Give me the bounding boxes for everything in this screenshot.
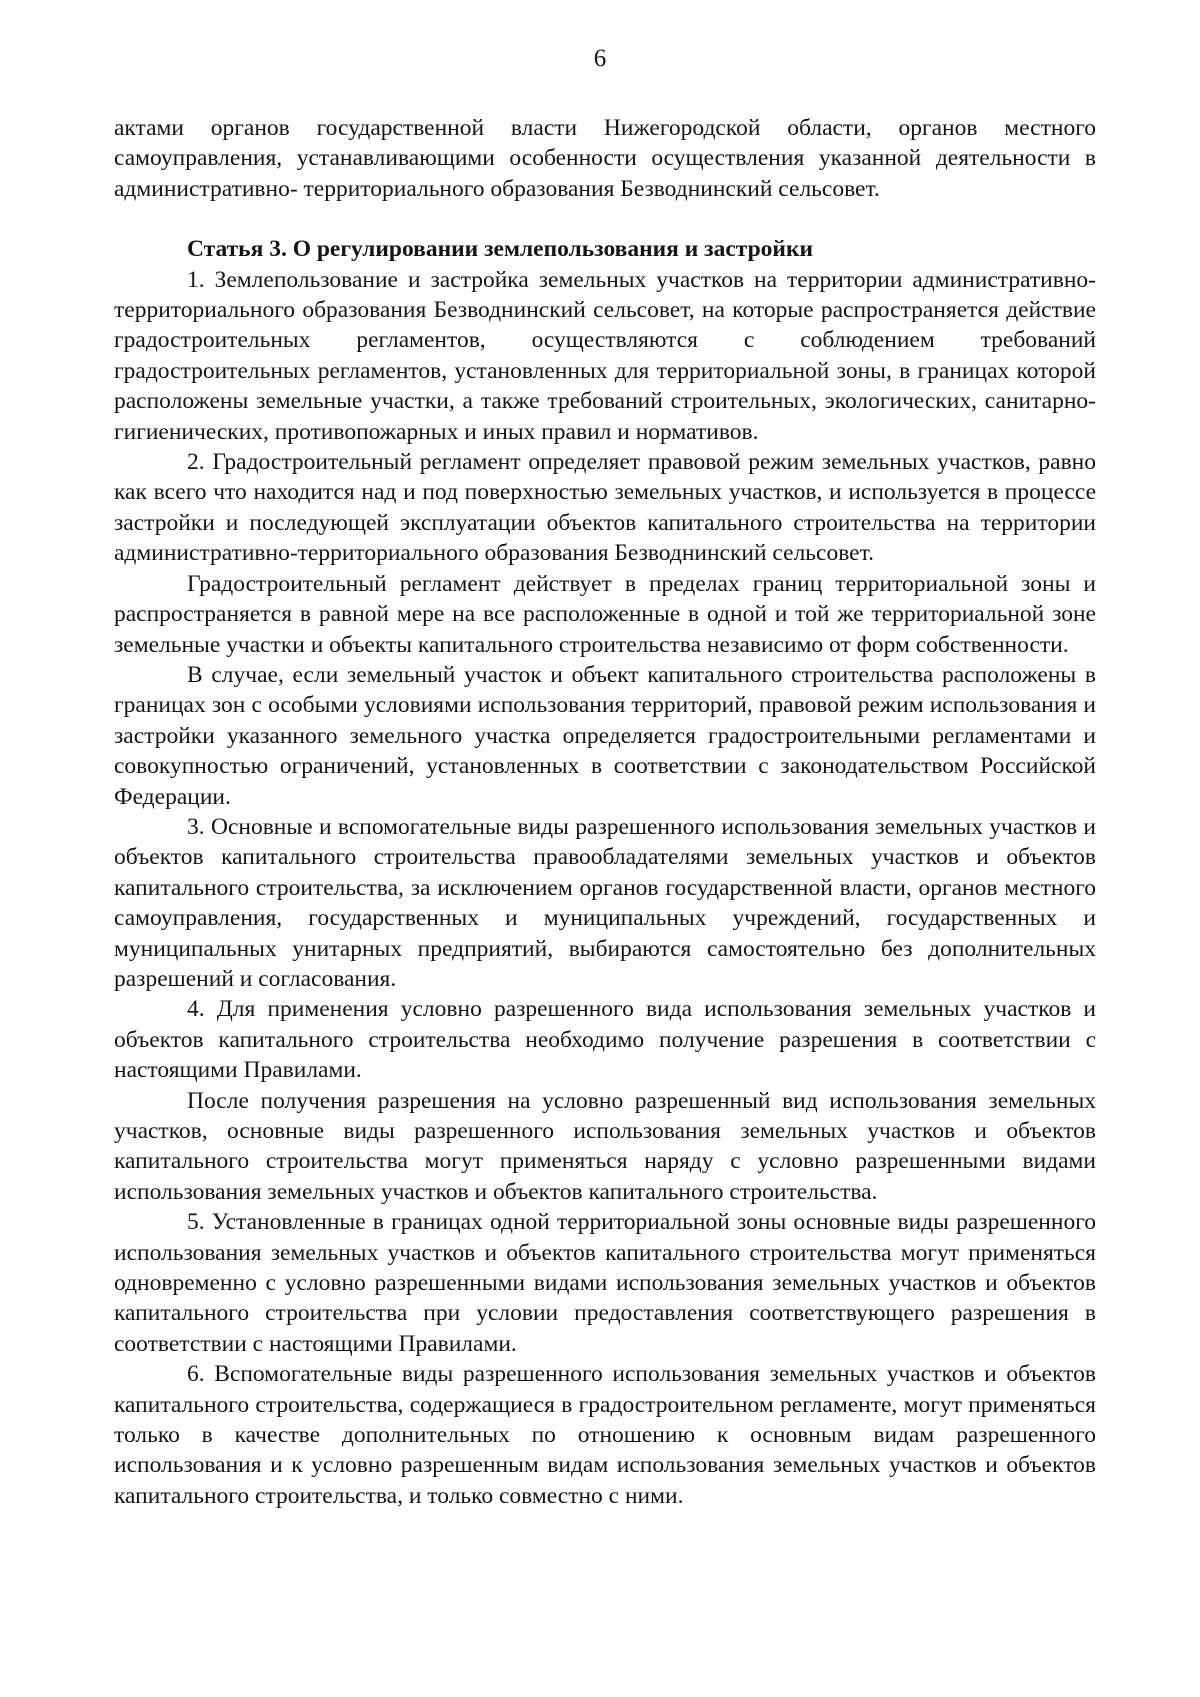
page-number: 6 <box>593 45 607 72</box>
article-paragraph-6: 6. Вспомогательные виды разрешенного использования земельных участков и объектов капитального строительства, содержащиеся в градостроительном регламенте, могут применяться только в качестве дополнительных по отношению к основным видам разрешенного использования и к условно разрешенным видам использования земельных участков и объектов капитального строительства, и только совместно с ними. <box>114 1361 1096 1509</box>
article-paragraph-1: 1. Землепользование и застройка земельных участков на территории административно-территориального образования Безводнинский сельсовет, на которые распространяется действие градостроительных регламентов, осуществляются с соблюдением требований градостроительных регламентов, установленных для территориальной зоны, в границах которой расположены земельные участки, а также требований строительных, экологических, санитарно-гигиенических, противопожарных и иных правил и нормативов. <box>114 266 1096 445</box>
document-body <box>114 113 1096 1511</box>
article-paragraph-4: 4. Для применения условно разрешенного вида использования земельных участков и объектов капитального строительства необходимо получение разрешения в соответствии с настоящими Правилами. <box>114 996 1096 1084</box>
article-paragraph-3: 3. Основные и вспомогательные виды разрешенного использования земельных участков и объектов капитального строительства правообладателями земельных участков и объектов капитального строительства, за исключением органов государственной власти, органов местного самоуправления, государственных и муниципальных учреждений, государственных и муниципальных унитарных предприятий, выбираются самостоятельно без дополнительных разрешений и согласования. <box>114 813 1096 992</box>
article-paragraph-5: 5. Установленные в границах одной территориальной зоны основные виды разрешенного использования земельных участков и объектов капитального строительства могут применяться одновременно с условно разрешенными видами использования земельных участков и объектов капитального строительства при условии предоставления соответствующего разрешения в соответствии с настоящими Правилами. <box>114 1209 1096 1357</box>
article-paragraph-2b: В случае, если земельный участок и объект капитального строительства расположены в границах зон с особыми условиями использования территорий, правовой режим использования и застройки указанного земельного участка определяется градостроительными регламентами и совокупностью ограничений, установленных в соответствии с законодательством Российской Федерации. <box>114 661 1096 810</box>
article-heading: Статья 3. О регулировании землепользования и застройки <box>187 236 814 263</box>
article-paragraph-4a: После получения разрешения на условно разрешенный вид использования земельных участков, основные виды разрешенного использования земельных участков и объектов капитального строительства могут применяться наряду с условно разрешенными видами использования земельных участков и объектов капитального строительства. <box>114 1087 1096 1205</box>
intro-paragraph: актами органов государственной власти Нижегородской области, органов местного самоуправления, устанавливающими особенности осуществления указанной деятельности в административно- территориального образования Безводнинский сельсовет. <box>114 115 1096 202</box>
article-paragraph-2a: Градостроительный регламент действует в пределах границ территориальной зоны и распространяется в равной мере на все расположенные в одной и той же территориальной зоне земельные участки и объекты капитального строительства независимо от форм собственности. <box>114 570 1096 658</box>
article-paragraph-2: 2. Градостроительный регламент определяет правовой режим земельных участков, равно как всего что находится над и под поверхностью земельных участков, и используется в процессе застройки и последующей эксплуатации объектов капитального строительства на территории административно-территориального образования Безводнинский сельсовет. <box>114 449 1096 567</box>
